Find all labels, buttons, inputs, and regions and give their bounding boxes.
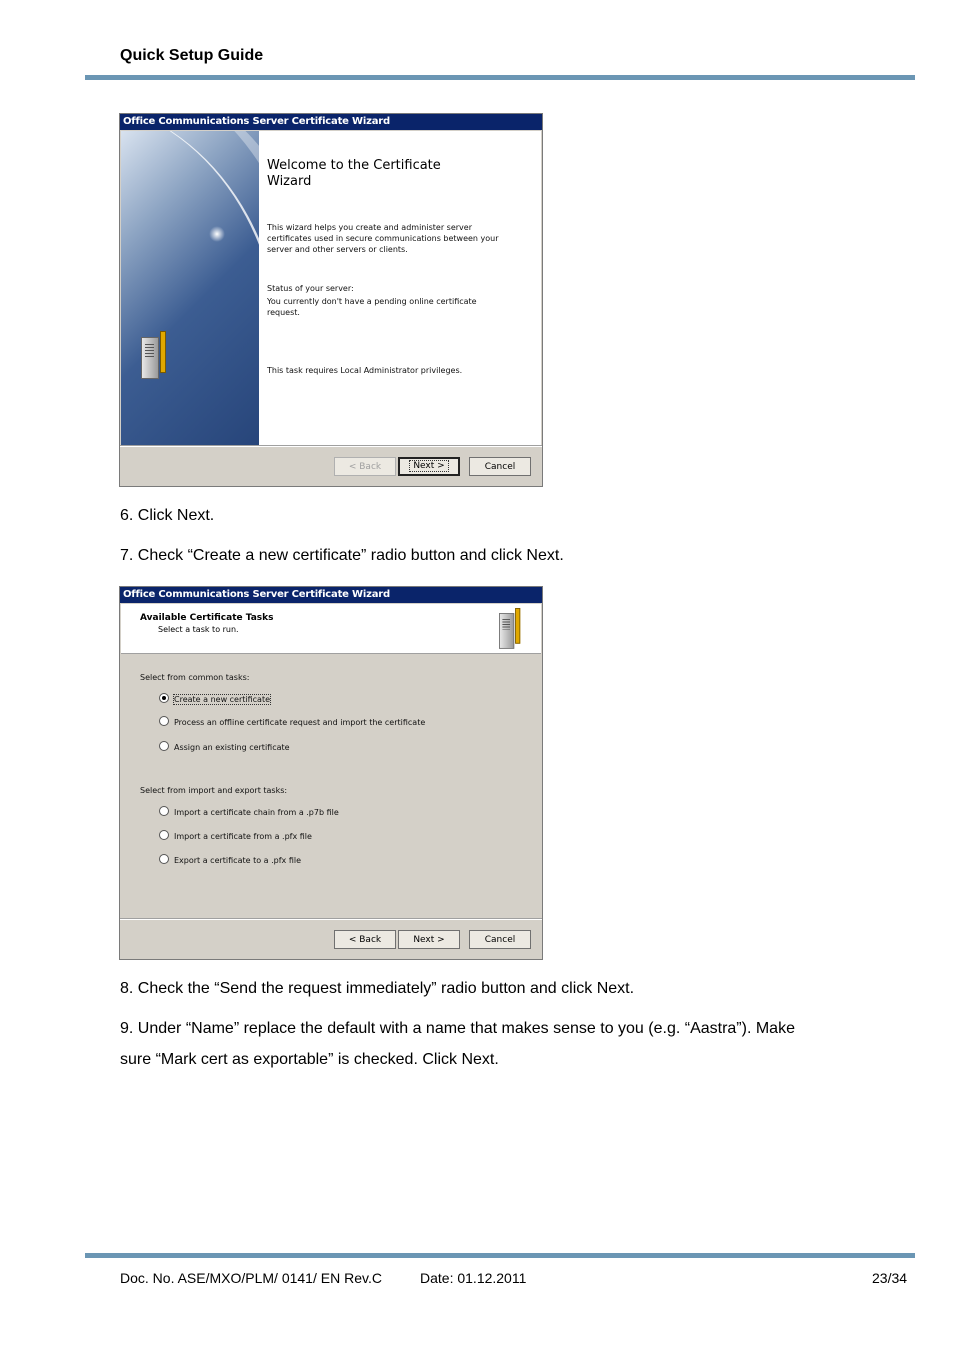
header-rule xyxy=(85,75,915,80)
step-8-text: 8. Check the “Send the request immediately” radio button and click Next. xyxy=(120,980,635,997)
document-number: Doc. No. ASE/MXO/PLM/ 0141/ EN Rev.C xyxy=(120,1270,382,1286)
radio-icon[interactable] xyxy=(159,806,169,816)
radio-icon[interactable] xyxy=(159,830,169,840)
import-export-tasks-label: Select from import and export tasks: xyxy=(140,786,288,795)
back-button[interactable]: < Back xyxy=(334,457,396,476)
back-button[interactable]: < Back xyxy=(334,930,396,949)
certificate-wizard-welcome-dialog xyxy=(119,113,543,487)
step-6-text: 6. Click Next. xyxy=(120,507,215,524)
wizard-banner-image xyxy=(121,131,259,445)
dialog-titlebar: Office Communications Server Certificate Wizard xyxy=(120,114,542,130)
wizard-description: This wizard helps you create and administer server certificates used in secure communications between your server and other servers or clients. xyxy=(267,223,499,254)
welcome-title: Welcome to the Certificate Wizard xyxy=(267,158,441,189)
next-button[interactable]: Next > xyxy=(398,930,460,949)
server-icon xyxy=(141,331,171,377)
tasks-subheading: Select a task to run. xyxy=(158,625,239,634)
privileges-note: This task requires Local Administrator privileges. xyxy=(267,366,463,375)
certificate-tasks-dialog xyxy=(119,586,543,960)
dialog-titlebar: Office Communications Server Certificate Wizard xyxy=(120,587,542,603)
radio-process-offline-request[interactable]: Process an offline certificate request and import the certificate xyxy=(159,716,425,728)
step-7-text: 7. Check “Create a new certificate” radio button and click Next. xyxy=(120,547,564,564)
document-header-title: Quick Setup Guide xyxy=(120,47,264,64)
cancel-button[interactable]: Cancel xyxy=(469,930,531,949)
radio-create-new-certificate[interactable]: Create a new certificate xyxy=(159,693,270,705)
radio-icon[interactable] xyxy=(159,854,169,864)
radio-export-pfx[interactable]: Export a certificate to a .pfx file xyxy=(159,854,301,866)
dialog-header-panel xyxy=(121,604,541,654)
document-date: Date: 01.12.2011 xyxy=(420,1270,527,1286)
server-icon xyxy=(499,608,525,647)
radio-import-p7b[interactable]: Import a certificate chain from a .p7b file xyxy=(159,806,339,818)
server-status-text: You currently don't have a pending online certificate request. xyxy=(267,297,477,317)
server-status-label: Status of your server: xyxy=(267,284,354,293)
tasks-heading: Available Certificate Tasks xyxy=(140,613,274,623)
next-button[interactable]: Next > xyxy=(398,457,460,476)
footer-rule xyxy=(85,1253,915,1258)
radio-assign-existing-certificate[interactable]: Assign an existing certificate xyxy=(159,741,290,753)
cancel-button[interactable]: Cancel xyxy=(469,457,531,476)
step-9-text: 9. Under “Name” replace the default with a name that makes sense to you (e.g. “Aastra”). Make sure “Mark cert as exportable” is checked. Click Next. xyxy=(120,1020,795,1068)
radio-import-pfx[interactable]: Import a certificate from a .pfx file xyxy=(159,830,312,842)
radio-icon[interactable] xyxy=(159,741,169,751)
dialog-footer-separator xyxy=(120,918,542,920)
radio-selected-icon[interactable] xyxy=(159,693,169,703)
page-number: 23/34 xyxy=(872,1270,908,1286)
common-tasks-label: Select from common tasks: xyxy=(140,673,250,682)
wizard-content-panel xyxy=(259,131,541,445)
radio-icon[interactable] xyxy=(159,716,169,726)
dialog-footer-separator xyxy=(120,445,542,447)
